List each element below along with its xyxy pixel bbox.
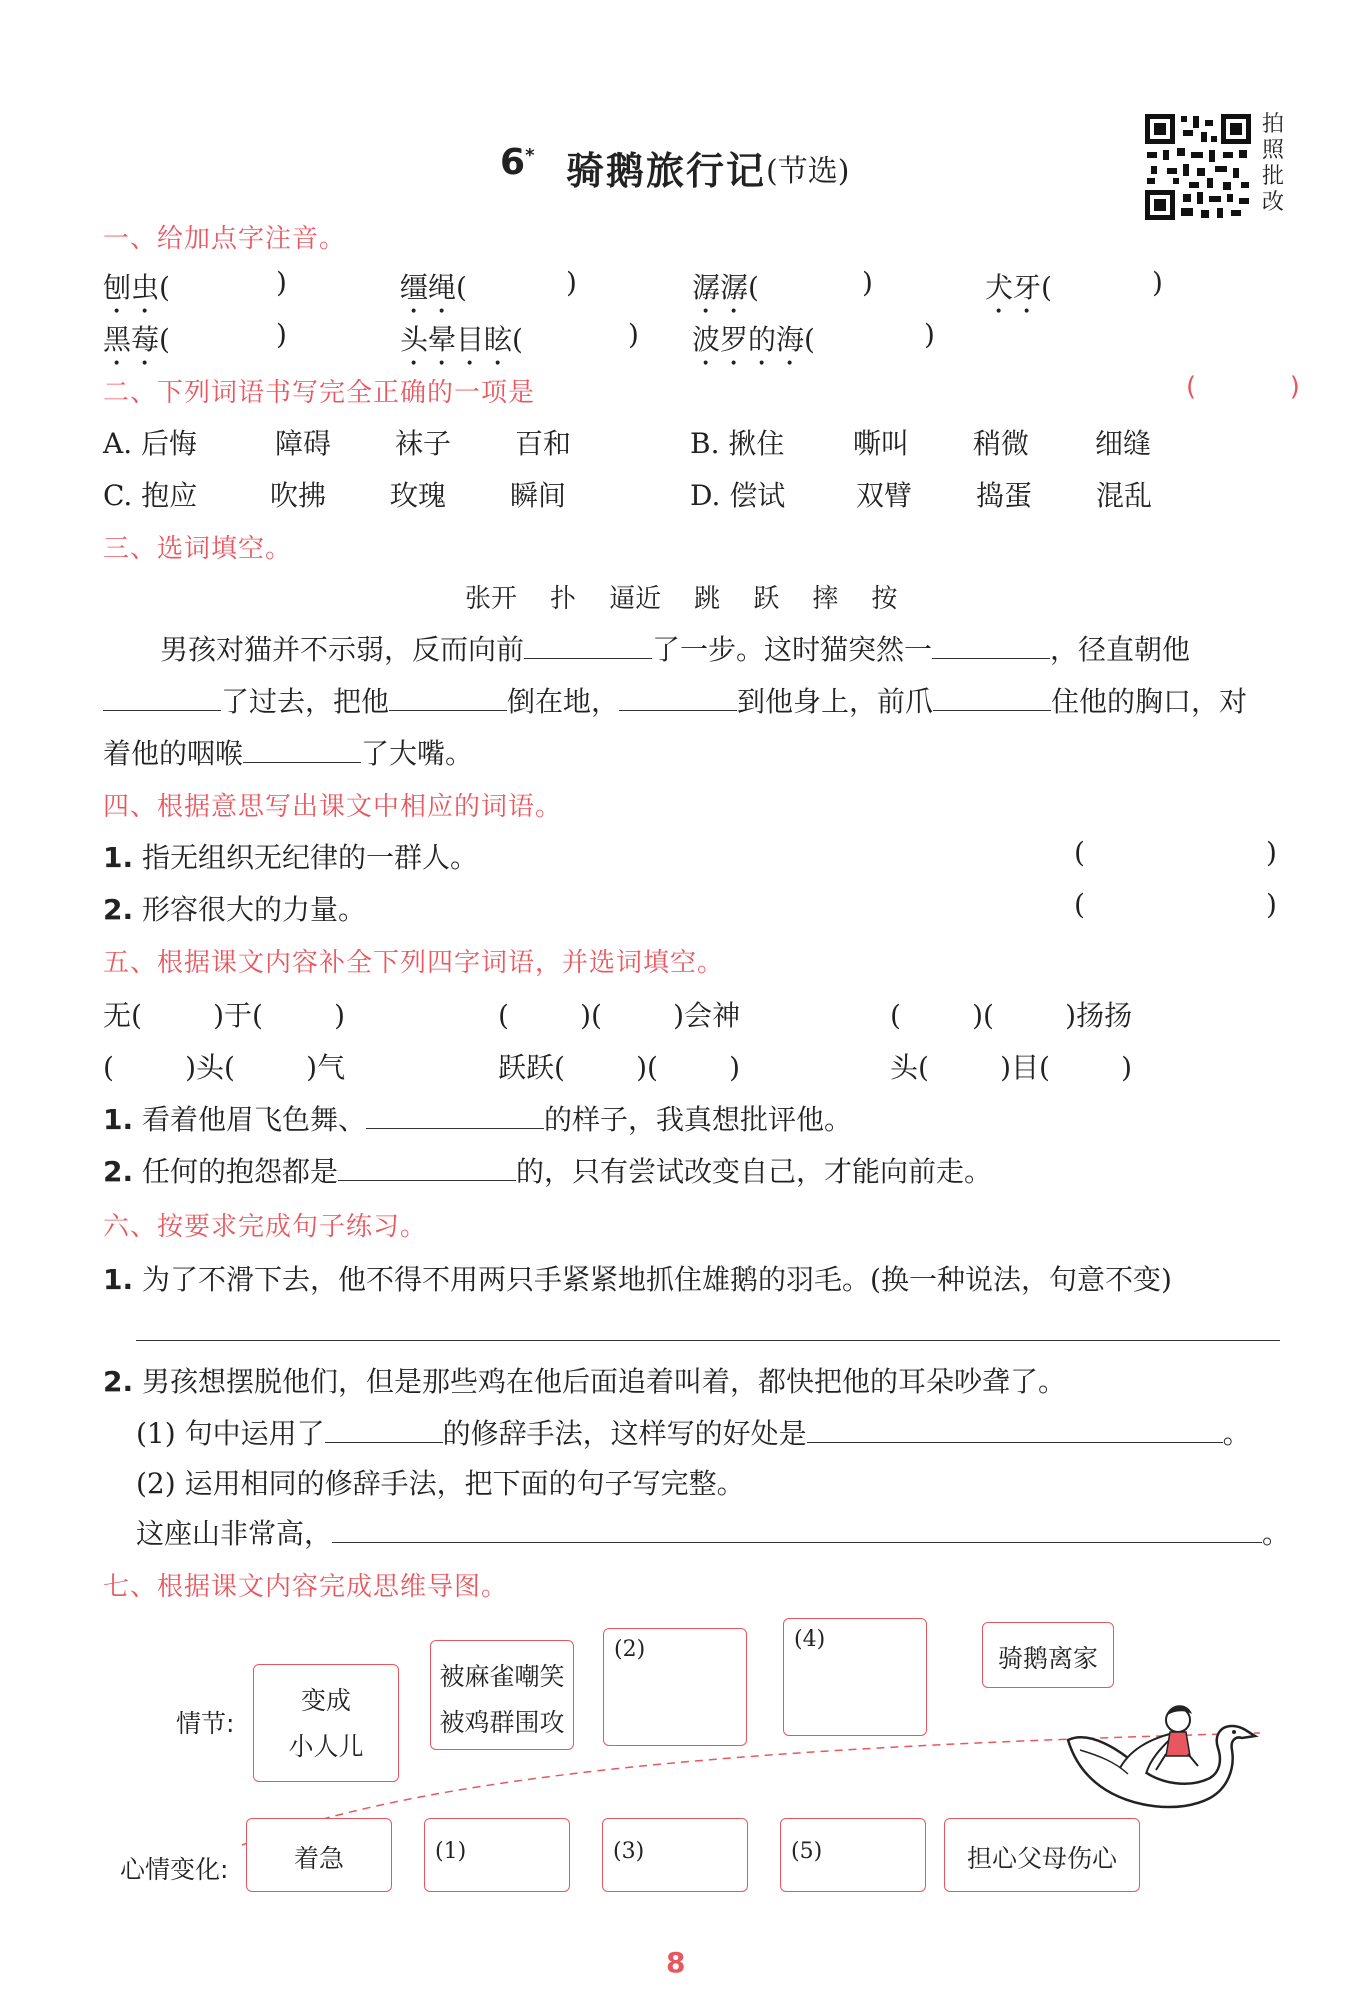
- s6-sub-2: (2) 运用相同的修辞手法，把下面的句子写完整。: [136, 1467, 745, 1500]
- s3-blank-4[interactable]: [389, 684, 507, 711]
- s1-item-5: 黑莓(: [103, 323, 170, 356]
- mood-box-4[interactable]: (5): [780, 1818, 926, 1892]
- s1-item-7: 波罗的海(: [692, 323, 815, 356]
- s2-b-word: 嘶叫: [853, 427, 910, 460]
- section-1-heading: 一、给加点字注音。: [103, 224, 347, 254]
- s6-sub-3: 这座山非常高， 。: [136, 1517, 1291, 1550]
- mood-box-1: 着急: [246, 1818, 392, 1892]
- s2-b-word: 稍微: [973, 427, 1030, 460]
- s6-answer-line-1[interactable]: [136, 1340, 1280, 1341]
- s3-passage-line-3: 着他的咽喉 了大嘴。: [103, 737, 474, 770]
- s3-blank-1[interactable]: [524, 632, 652, 659]
- s4-q1-paren-close: ): [1266, 836, 1277, 869]
- s2-a-word: 袜子: [395, 427, 452, 460]
- s5-idiom-4: ( )头( )气: [103, 1051, 346, 1084]
- s5-idiom-2: ( )( )会神: [498, 999, 741, 1032]
- s3-blank-7[interactable]: [243, 736, 361, 763]
- section-4-heading: 四、根据意思写出课文中相应的词语。: [103, 792, 563, 822]
- s1-item-1-close: ): [276, 266, 287, 299]
- s2-c-word: 玫瑰: [390, 479, 447, 512]
- qr-label: 拍 照 批 改: [1262, 112, 1285, 215]
- s1-item-6-close: ): [628, 318, 639, 351]
- qr-code-icon[interactable]: [1143, 112, 1253, 222]
- s3-passage-line-2: 了过去，把他 倒在地， 到他身上，前爪 住他的胸口，对: [103, 680, 1247, 720]
- page-title: 骑鹅旅行记: [566, 149, 767, 193]
- section-7-heading: 七、根据课文内容完成思维导图。: [103, 1572, 509, 1602]
- s4-q2-paren-close: ): [1266, 888, 1277, 921]
- s6-blank-rhetoric[interactable]: [325, 1416, 443, 1443]
- goose-rider-illustration: [1060, 1690, 1260, 1820]
- s2-d-word: 捣蛋: [976, 479, 1033, 512]
- s6-sub-1: (1) 句中运用了 的修辞手法，这样写的好处是 。: [136, 1417, 1251, 1450]
- plot-label: 情节:: [176, 1709, 235, 1738]
- plot-box-1: 变成 小人儿: [253, 1664, 399, 1782]
- s2-answer-paren: ( ): [1186, 372, 1301, 402]
- s4-q1-paren-open: (: [1074, 836, 1085, 869]
- s1-item-3: 潺潺(: [692, 271, 759, 304]
- s6-question-2: 2. 男孩想摆脱他们，但是那些鸡在他后面追着叫着，都快把他的耳朵吵聋了。: [103, 1365, 1067, 1398]
- s1-item-7-close: ): [924, 318, 935, 351]
- section-2-heading: 二、下列词语书写完全正确的一项是: [103, 378, 536, 408]
- s2-option-c: C. 抱应: [103, 479, 198, 512]
- s2-a-word: 障碍: [275, 427, 332, 460]
- s2-c-word: 瞬间: [510, 479, 567, 512]
- s2-d-word: 双臂: [856, 479, 913, 512]
- plot-box-2: 被麻雀嘲笑 被鸡群围攻: [430, 1640, 574, 1750]
- plot-box-3[interactable]: (2): [603, 1628, 747, 1746]
- plot-box-4[interactable]: (4): [783, 1618, 927, 1736]
- s3-blank-5[interactable]: [619, 684, 737, 711]
- s5-question-2: 2. 任何的抱怨都是 的，只有尝试改变自己，才能向前走。: [103, 1155, 993, 1188]
- s1-item-2-close: ): [566, 266, 577, 299]
- s1-item-5-close: ): [276, 318, 287, 351]
- lesson-number: 6*: [500, 142, 535, 183]
- s5-idiom-3: ( )( )扬扬: [890, 999, 1133, 1032]
- s2-d-word: 混乱: [1096, 479, 1153, 512]
- s1-item-4: 犬牙(: [985, 271, 1052, 304]
- s6-blank-benefit[interactable]: [807, 1416, 1223, 1443]
- mood-label: 心情变化:: [120, 1855, 229, 1884]
- s1-item-6: 头晕目眩(: [400, 323, 523, 356]
- s1-item-2: 缰绳(: [400, 271, 467, 304]
- s3-word-bank: 张开 扑 逼近 跳 跃 摔 按: [465, 584, 898, 614]
- s6-blank-mountain[interactable]: [332, 1516, 1262, 1543]
- s1-item-1: 刨虫(: [103, 271, 170, 304]
- s5-blank-1[interactable]: [366, 1102, 544, 1129]
- s3-blank-6[interactable]: [933, 684, 1051, 711]
- plot-box-5: 骑鹅离家: [982, 1622, 1114, 1688]
- s2-c-word: 吹拂: [270, 479, 327, 512]
- s2-option-b: B. 揪住: [690, 427, 785, 460]
- s2-option-d: D. 偿试: [690, 479, 786, 512]
- s1-item-4-close: ): [1152, 266, 1163, 299]
- s3-blank-3[interactable]: [103, 684, 221, 711]
- section-5-heading: 五、根据课文内容补全下列四字词语，并选词填空。: [103, 948, 725, 978]
- section-3-heading: 三、选词填空。: [103, 534, 293, 564]
- s5-blank-2[interactable]: [338, 1154, 516, 1181]
- s5-idiom-6: 头( )目( ): [890, 1051, 1133, 1084]
- page-number: 8: [666, 1946, 686, 1979]
- mood-box-5: 担心父母伤心: [944, 1818, 1140, 1892]
- s1-item-3-close: ): [862, 266, 873, 299]
- s2-option-a: A. 后悔: [103, 427, 198, 460]
- s4-q2-paren-open: (: [1074, 888, 1085, 921]
- s4-question-1: 1. 指无组织无纪律的一群人。: [103, 841, 479, 874]
- mood-box-2[interactable]: (1): [424, 1818, 570, 1892]
- s5-idiom-5: 跃跃( )( ): [498, 1051, 741, 1084]
- s5-question-1: 1. 看着他眉飞色舞、 的样子，我真想批评他。: [103, 1103, 853, 1136]
- s4-question-2: 2. 形容很大的力量。: [103, 893, 367, 926]
- s2-a-word: 百和: [515, 427, 572, 460]
- s5-idiom-1: 无( )于( ): [103, 999, 346, 1032]
- s3-passage-line-1: 男孩对猫并不示弱，反而向前 了一步。这时猫突然一 ，径直朝他: [160, 633, 1191, 666]
- s3-blank-2[interactable]: [932, 632, 1050, 659]
- s6-question-1: 1. 为了不滑下去，他不得不用两只手紧紧地抓住雄鹅的羽毛。(换一种说法，句意不变): [103, 1263, 1172, 1296]
- s2-b-word: 细缝: [1095, 427, 1152, 460]
- page-subtitle: (节选): [766, 154, 850, 189]
- section-6-heading: 六、按要求完成句子练习。: [103, 1212, 428, 1242]
- mood-box-3[interactable]: (3): [602, 1818, 748, 1892]
